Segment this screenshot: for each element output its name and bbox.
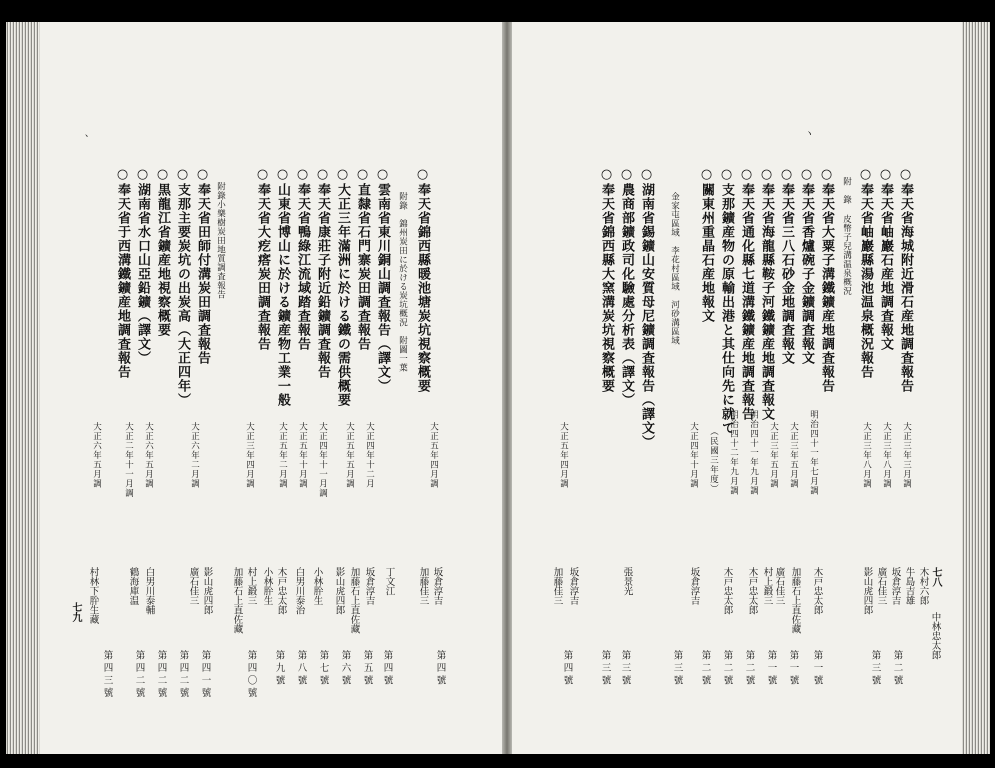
entry-title: ○奉天省于西溝鐵鑛産地調査報告 — [115, 167, 130, 379]
entry-subtitle: 附錄小樂樹炭田地質調査報告 — [215, 182, 226, 299]
entry-author: 加藤佳三 — [417, 567, 429, 605]
pen-mark: ヽ — [802, 128, 813, 138]
entry-title: ○奉天省鴨綠江流域踏査報告 — [295, 167, 310, 351]
entry-title: ○奉天省錦西縣大窯溝炭坑視察概要 — [599, 167, 614, 393]
entry-number: 第九號 — [273, 650, 285, 688]
entry-date: 大正五年二月調 — [277, 422, 288, 489]
entry-author: 加藤佳三 — [551, 567, 563, 605]
entry-title: ○湖南省錫鑛山安質母尼鑛調査報告（譯文） — [639, 167, 654, 449]
entry-author: 廣石佳三 — [187, 567, 199, 605]
entry-author: 加藤石上直佐藏 — [348, 567, 360, 634]
entry-number: 第四〇號 — [245, 650, 257, 700]
entry-number: 第二號 — [699, 650, 711, 688]
entry-title: ○奉天省田師付溝炭田調査報告 — [195, 167, 210, 365]
entry-number: 第三號 — [619, 650, 631, 688]
entry-title: ○奉天省三八石砂金地調査報文 — [779, 167, 794, 365]
page-number: 七九 — [70, 602, 81, 622]
entry-date: 大正六年二月調 — [189, 422, 200, 489]
entry-date: 大正五年四月調 — [558, 422, 569, 489]
entry-date: 大正六年五月調 — [143, 422, 154, 489]
entry-author: 坂倉淳吉 — [567, 567, 579, 605]
entry-author: 坂倉淳吉 — [363, 567, 375, 605]
entry-subtitle: 金家屯區域 李花村區域 河砂溝區域 — [669, 192, 680, 345]
entry-title: ○支那鑛産物の原輸出港と其仕向先に就て — [719, 167, 734, 435]
entry-author: 白男川泰輔 — [143, 567, 155, 615]
entry-date: 大正五年十月調 — [297, 422, 308, 489]
left-page — [40, 22, 502, 754]
entry-title: ○奉天省岫巖縣湯池温泉概況報告 — [858, 167, 873, 379]
entry-title: ○奉天省康莊子附近鉛鑛調査報告 — [315, 167, 330, 379]
entry-date: 大正五年五月調 — [344, 422, 355, 489]
entry-title: ○大正三年滿洲に於ける鐵の需供概要 — [335, 167, 350, 407]
entry-number: 第三號 — [869, 650, 881, 688]
entry-date: 大正六年五月調 — [91, 422, 102, 489]
entry-author: 村林下肸生藏 — [87, 567, 99, 624]
entry-author: 木村六郎 — [917, 567, 929, 605]
entry-number: 第四二號 — [177, 650, 189, 700]
entry-author: 村上鍛三 — [761, 567, 773, 605]
entry-number: 第三號 — [599, 650, 611, 688]
entry-date: 明治四十一年九月調 — [748, 410, 759, 496]
entry-author: 坂倉淳吉 — [431, 567, 443, 605]
entry-author: 白男川泰治 — [293, 567, 305, 615]
entry-date: 明治四十一年七月調 — [808, 410, 819, 496]
entry-date: 大正三年三月調 — [901, 422, 912, 489]
entry-subtitle: 附錄 錦州炭田に於ける炭坑概況 附圖一葉 — [397, 192, 408, 372]
entry-number: 第二號 — [721, 650, 733, 688]
pen-mark: 、 — [76, 134, 87, 144]
entry-title: ○黒龍江省鑛産地視察概要 — [155, 167, 170, 337]
entry-date: 大正三年八月調 — [881, 422, 892, 489]
entry-number: 第四一號 — [199, 650, 211, 700]
entry-date: 大正三年八月調 — [861, 422, 872, 489]
entry-number: 第四二號 — [155, 650, 167, 700]
entry-subtitle: 附 錄 皮幣子兒溝温泉概況 — [841, 177, 852, 296]
entry-number: 第三號 — [671, 650, 683, 688]
entry-date: 大正三年五月調 — [788, 422, 799, 489]
entry-date: 大正四年十二月 — [364, 422, 375, 489]
entry-title: ○奉天省海龍縣鞍子河鐵鑛産地調査報文 — [759, 167, 774, 421]
entry-title: ○奉天省海城附近滑石産地調査報告 — [898, 167, 913, 393]
entry-author: 木戸忠太郎 — [275, 567, 287, 615]
left-page-edge — [6, 22, 40, 754]
entry-author: 牛島吉雄 — [903, 567, 915, 605]
entry-date: 大正三年四月調 — [244, 422, 255, 489]
entry-author: 小林肸生 — [311, 567, 323, 605]
entry-author: 坂倉淳吉 — [889, 567, 901, 605]
entry-number: 第四二號 — [133, 650, 145, 700]
entry-number: 第四三號 — [101, 650, 113, 700]
entry-author: 木戸忠太郎 — [721, 567, 733, 615]
entry-title: ○支那主要炭坑の出炭高（大正四年） — [175, 167, 190, 407]
entry-number: 第一號 — [787, 650, 799, 688]
entry-author: 影山虎四郎 — [201, 567, 213, 615]
entry-title: ○奉天省錦西縣暖池塘炭坑視察概要 — [415, 167, 430, 393]
entry-author: 加藤石上直佐藏 — [789, 567, 801, 634]
entry-author: 加藤石上直佐藏 — [231, 567, 243, 634]
entry-date: 大正五年四月調 — [428, 422, 439, 489]
entry-author: 張景光 — [621, 567, 633, 596]
entry-title: ○奉天省通化縣七道溝鐵鑛産地調査報告 — [739, 167, 754, 421]
entry-title: ○關東州重晶石産地報文 — [699, 167, 714, 323]
entry-author: 坂倉淳吉 — [688, 567, 700, 605]
entry-author: 中林忠太郎 — [929, 612, 941, 660]
entry-title: ○奉天省大疙瘩炭田調査報告 — [255, 167, 270, 351]
entry-number: 第一號 — [765, 650, 777, 688]
entry-number: 第一號 — [811, 650, 823, 688]
entry-number: 第二號 — [891, 650, 903, 688]
right-page-edge — [962, 22, 990, 754]
entry-number: 第七號 — [317, 650, 329, 688]
right-page — [512, 22, 962, 754]
entry-author: 鶴海庫温 — [127, 567, 139, 605]
entry-date: 大正二年十一月調 — [123, 422, 134, 498]
entry-author: 木戸忠太郎 — [811, 567, 823, 615]
entry-title: ○雲南省東川銅山調査報告（譯文） — [375, 167, 390, 393]
entry-author: 廣石佳三 — [875, 567, 887, 605]
entry-author: 村上鍛三 — [245, 567, 257, 605]
entry-author: 廣石佳三 — [773, 567, 785, 605]
entry-title: ○奉天省岫巖石産地調査報文 — [878, 167, 893, 351]
entry-date: （民國三年度） — [708, 427, 719, 494]
entry-author: 小林肸生 — [261, 567, 273, 605]
entry-number: 第二號 — [743, 650, 755, 688]
entry-title: ○農商部鑛政司化驗處分析表（譯文） — [619, 167, 634, 407]
entry-author: 木戸忠太郎 — [746, 567, 758, 615]
page-number: 七八 — [930, 567, 941, 587]
book-gutter — [502, 22, 512, 754]
entry-number: 第四號 — [561, 650, 573, 688]
entry-author: 丁文江 — [383, 567, 395, 596]
entry-date: 明治四十二年九月調 — [728, 410, 739, 496]
entry-number: 第四號 — [381, 650, 393, 688]
entry-author: 影山虎四郎 — [333, 567, 345, 615]
entry-number: 第五號 — [361, 650, 373, 688]
entry-title: ○奉天省大粟子溝鐵鑛産地調査報告 — [819, 167, 834, 393]
entry-number: 第八號 — [295, 650, 307, 688]
entry-title: ○山東省博山に於ける鑛産物工業一般 — [275, 167, 290, 407]
entry-author: 影山虎四郎 — [861, 567, 873, 615]
entry-date: 大正三年五月調 — [768, 422, 779, 489]
entry-date: 大正四年十一月調 — [317, 422, 328, 498]
entry-number: 第四號 — [434, 650, 446, 688]
entry-title: ○奉天省香爐碗子金鑛調査報文 — [799, 167, 814, 365]
entry-date: 大正四年十月調 — [688, 422, 699, 489]
entry-title: ○湖南省水口山亞鉛鑛（譯文） — [135, 167, 150, 365]
entry-title: ○直隸省石門寨炭田調査報告 — [355, 167, 370, 351]
entry-number: 第六號 — [339, 650, 351, 688]
